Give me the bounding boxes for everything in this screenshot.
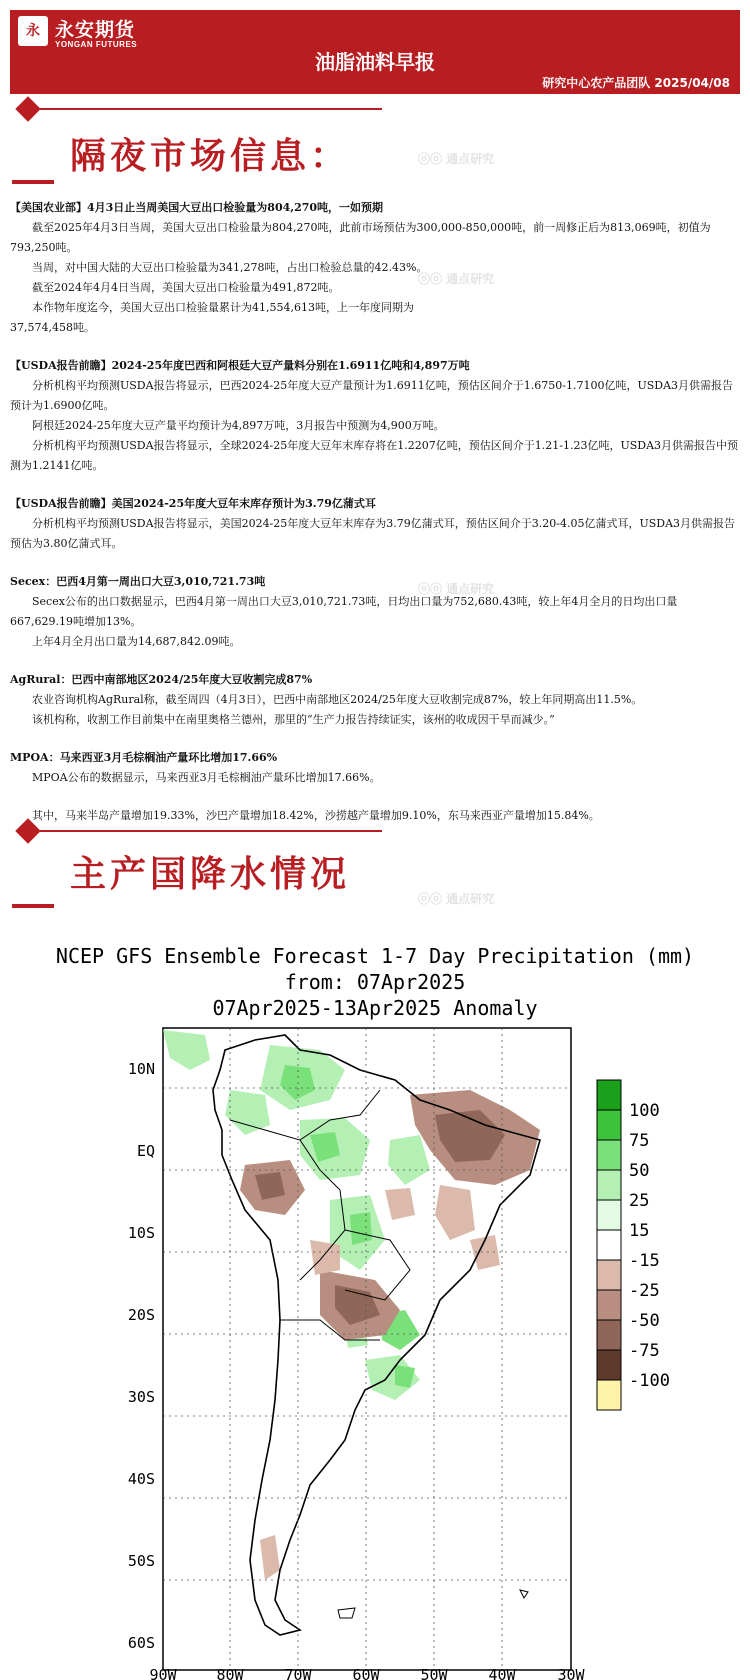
map-title-2: from: 07Apr2025 [284, 970, 466, 994]
legend-swatch [597, 1170, 621, 1200]
legend-swatch [597, 1230, 621, 1260]
lat-label: EQ [136, 1142, 155, 1160]
section-title-precip: 主产国降水情况 [70, 854, 351, 895]
lat-label: 10S [127, 1224, 155, 1242]
news-paragraph: 分析机构平均预测USDA报告将显示，全球2024-25年度大豆年末库存将在1.2207亿吨，预估区间介于1.21-1.23亿吨，USDA3月供需报告中预测为1.2141亿吨。 [10, 439, 739, 472]
lat-label: 30S [127, 1388, 155, 1406]
logo-en-text: YONGAN FUTURES [55, 40, 138, 49]
yongan-logo-icon: 永 [18, 16, 48, 46]
lon-label: 60W [352, 1666, 380, 1680]
news-paragraph: 上年4月全月出口量为14,687,842.09吨。 [32, 635, 241, 648]
legend-swatch [597, 1320, 621, 1350]
news-paragraph: 农业咨询机构AgRural称，截至周四（4月3日），巴西中南部地区2024/25年度大豆收割完成87%，较上年同期高出11.5%。 [32, 693, 643, 706]
legend-label: 50 [629, 1161, 650, 1181]
legend-swatch [597, 1080, 621, 1110]
lon-label: 30W [557, 1666, 585, 1680]
legend-label: 100 [629, 1101, 660, 1121]
news-paragraph: Secex公布的出口数据显示，巴西4月第一周出口大豆3,010,721.73吨，日均出口量为752,680.43吨，较上年4月全月的日均出口量667,629.19吨增加13%。 [10, 595, 678, 628]
lon-label: 90W [149, 1666, 177, 1680]
section-accent-bar [12, 180, 54, 184]
section-diamond-icon [15, 96, 40, 121]
news-headline: 【USDA报告前瞻】美国2024-25年度大豆年末库存预计为3.79亿蒲式耳 [10, 497, 376, 510]
report-meta: 研究中心农产品团队 2025/04/08 [542, 76, 730, 90]
news-headline: Secex：巴西4月第一周出口大豆3,010,721.73吨 [10, 575, 266, 588]
news-headline: MPOA：马来西亚3月毛棕榈油产量环比增加17.66% [10, 751, 278, 764]
news-paragraph: MPOA公布的数据显示，马来西亚3月毛棕榈油产量环比增加17.66%。 [32, 771, 381, 784]
news-list [10, 198, 740, 826]
lon-label: 50W [420, 1666, 448, 1680]
news-paragraph: 阿根廷2024-25年度大豆产量平均预计为4,897万吨，3月报告中预测为4,900万吨。 [32, 419, 445, 432]
legend-label: -15 [629, 1251, 660, 1271]
legend-swatch [597, 1350, 621, 1380]
news-headline: AgRural：巴西中南部地区2024/25年度大豆收割完成87% [10, 673, 313, 686]
news-paragraph: 截至2024年4月4日当周，美国大豆出口检验量为491,872吨。 [32, 281, 340, 294]
lat-label: 40S [127, 1470, 155, 1488]
legend-swatch [597, 1260, 621, 1290]
legend-swatch [597, 1110, 621, 1140]
watermark: ⓞⓞ 通点研究 [418, 152, 495, 166]
legend-label: -50 [629, 1311, 660, 1331]
news-headline: 【美国农业部】4月3日止当周美国大豆出口检验量为804,270吨，一如预期 [10, 201, 384, 214]
map-svg [0, 940, 750, 1680]
section-divider [40, 108, 382, 110]
news-paragraph: 分析机构平均预测USDA报告将显示，美国2024-25年度大豆年末库存为3.79亿蒲式耳，预估区间介于3.20-4.05亿蒲式耳，USDA3月供需报告预估为3.80亿蒲式耳。 [10, 517, 736, 550]
report-header [10, 10, 740, 94]
lat-label: 10N [127, 1060, 155, 1078]
news-paragraph: 当周，对中国大陆的大豆出口检验量为341,278吨，占出口检验总量的42.43%。 [32, 261, 428, 274]
news-paragraph: 截至2025年4月3日当周，美国大豆出口检验量为804,270吨，此前市场预估为300,000-850,000吨，前一周修正后为813,069吨，初值为793,250吨。 [10, 221, 711, 254]
news-paragraph: 其中，马来半岛产量增加19.33%，沙巴产量增加18.42%，沙捞越产量增加9.10%，东马来西亚产量增加15.84%。 [32, 809, 600, 822]
logo-cn-text: 永安期货 [55, 19, 136, 41]
lat-label: 20S [127, 1306, 155, 1324]
legend-label: 75 [629, 1131, 650, 1151]
lon-label: 80W [216, 1666, 244, 1680]
watermark: ⓞⓞ 通点研究 [418, 582, 495, 596]
lat-label: 60S [127, 1634, 155, 1652]
legend-swatch [597, 1380, 621, 1410]
section-accent-bar [12, 904, 54, 908]
legend-label: 25 [629, 1191, 650, 1211]
section-divider [40, 830, 382, 832]
news-paragraph: 本作物年度迄今，美国大豆出口检验量累计为41,554,613吨，上一年度同期为37,574,458吨。 [10, 301, 414, 334]
map-title-3: 07Apr2025-13Apr2025 Anomaly [212, 996, 538, 1020]
lon-label: 40W [488, 1666, 516, 1680]
legend-label: -75 [629, 1341, 660, 1361]
lon-label: 70W [284, 1666, 312, 1680]
report-title: 油脂油料早报 [315, 50, 435, 74]
news-headline: 【USDA报告前瞻】2024-25年度巴西和阿根廷大豆产量料分别在1.6911亿吨和4,897万吨 [10, 359, 470, 372]
legend-swatch [597, 1290, 621, 1320]
section-title-overnight: 隔夜市场信息： [70, 136, 351, 177]
legend [597, 1080, 670, 1410]
news-paragraph: 分析机构平均预测USDA报告将显示，巴西2024-25年度大豆产量预计为1.6911亿吨，预估区间介于1.6750-1.7100亿吨，USDA3月供需报告预计为1.6900亿吨。 [10, 379, 734, 412]
news-paragraph: 该机构称，收割工作目前集中在南里奥格兰德州，那里的“生产力报告持续证实，该州的收成因干旱而减少。” [32, 713, 555, 726]
legend-swatch [597, 1140, 621, 1170]
legend-swatch [597, 1200, 621, 1230]
legend-label: 15 [629, 1221, 650, 1241]
watermark: ⓞⓞ 通点研究 [418, 892, 495, 906]
lat-label: 50S [127, 1552, 155, 1570]
precip-map [0, 940, 750, 1680]
watermark: ⓞⓞ 通点研究 [418, 272, 495, 286]
legend-label: -25 [629, 1281, 660, 1301]
legend-label: -100 [629, 1371, 670, 1391]
map-title-1: NCEP GFS Ensemble Forecast 1-7 Day Precipitation (mm) [55, 944, 695, 968]
